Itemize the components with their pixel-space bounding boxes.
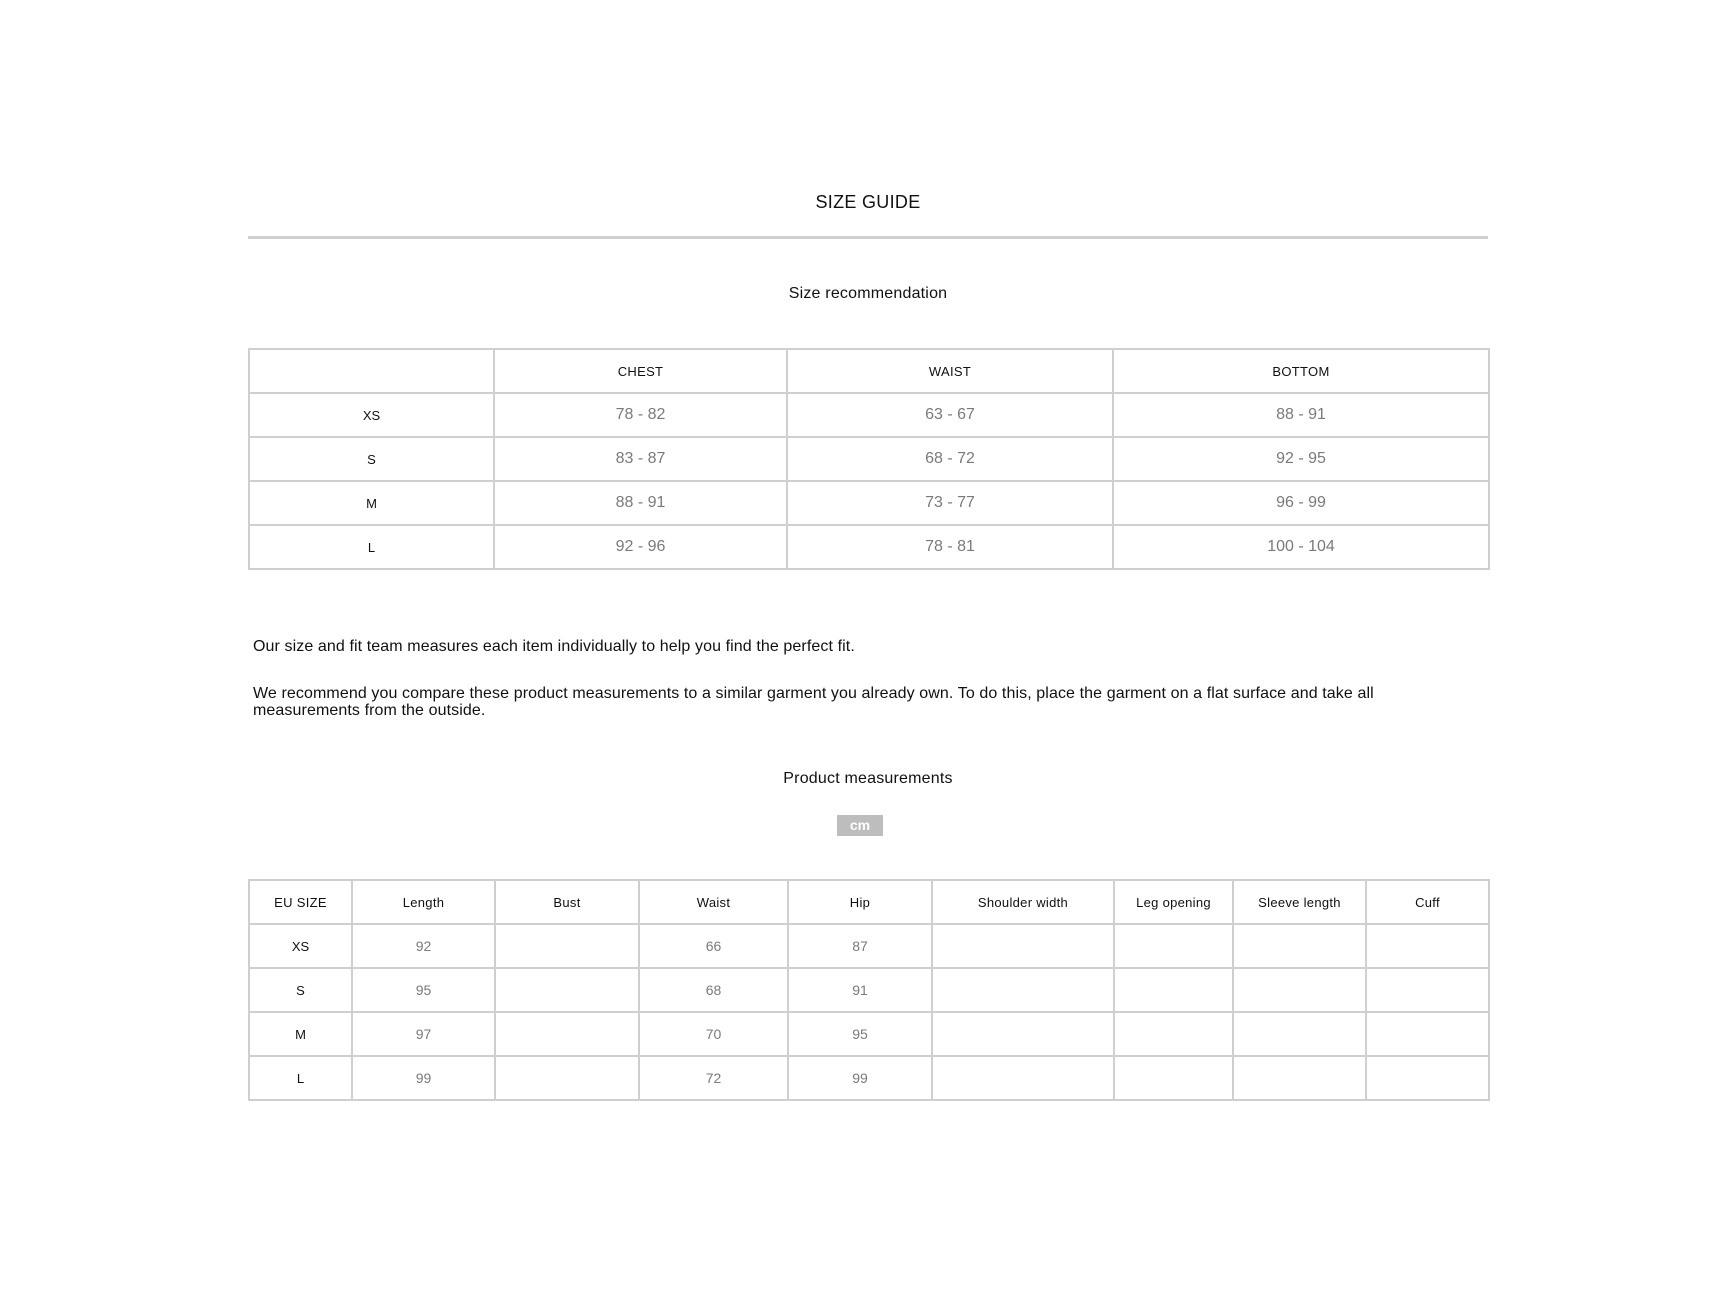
table-row [249, 924, 1489, 968]
column-header-size [249, 349, 494, 393]
column-header-length: Length [352, 880, 495, 924]
cuff-cell [1366, 1012, 1489, 1056]
length-cell: 92 [352, 924, 495, 968]
column-header-shoulder-width: Shoulder width [932, 880, 1114, 924]
column-header-waist: Waist [639, 880, 788, 924]
size-cell: M [249, 481, 494, 525]
hip-cell: 99 [788, 1056, 932, 1100]
chest-cell: 83 - 87 [494, 437, 787, 481]
unit-badge[interactable]: cm [837, 815, 883, 836]
leg-opening-cell [1114, 1012, 1233, 1056]
hip-cell: 91 [788, 968, 932, 1012]
column-header-chest: CHEST [494, 349, 787, 393]
bottom-cell: 100 - 104 [1113, 525, 1489, 569]
table-header-row [249, 349, 1489, 393]
page-title: SIZE GUIDE [815, 192, 921, 212]
waist-cell: 72 [639, 1056, 788, 1100]
waist-cell: 68 - 72 [787, 437, 1113, 481]
product-measurements-heading: Product measurements [783, 770, 953, 787]
cuff-cell [1366, 968, 1489, 1012]
hip-cell: 87 [788, 924, 932, 968]
intro-paragraph: Our size and fit team measures each item individually to help you find the perfect fit. [253, 638, 855, 655]
bust-cell [495, 924, 639, 968]
leg-opening-cell [1114, 1056, 1233, 1100]
cuff-cell [1366, 1056, 1489, 1100]
size-cell: S [249, 437, 494, 481]
column-header-cuff: Cuff [1366, 880, 1489, 924]
table-row [249, 481, 1489, 525]
bust-cell [495, 1012, 639, 1056]
column-header-hip: Hip [788, 880, 932, 924]
waist-cell: 66 [639, 924, 788, 968]
bust-cell [495, 1056, 639, 1100]
waist-cell: 73 - 77 [787, 481, 1113, 525]
product-measurements-table [248, 879, 1490, 1101]
length-cell: 95 [352, 968, 495, 1012]
chest-cell: 92 - 96 [494, 525, 787, 569]
eu-size-cell: M [249, 1012, 352, 1056]
shoulder-width-cell [932, 968, 1114, 1012]
bottom-cell: 88 - 91 [1113, 393, 1489, 437]
column-header-eu-size: EU SIZE [249, 880, 352, 924]
cuff-cell [1366, 924, 1489, 968]
eu-size-cell: S [249, 968, 352, 1012]
sleeve-length-cell [1233, 968, 1366, 1012]
length-cell: 99 [352, 1056, 495, 1100]
table-row [249, 393, 1489, 437]
table-row [249, 1012, 1489, 1056]
waist-cell: 78 - 81 [787, 525, 1113, 569]
leg-opening-cell [1114, 924, 1233, 968]
size-cell: L [249, 525, 494, 569]
size-cell: XS [249, 393, 494, 437]
title-divider [248, 236, 1488, 239]
column-header-waist: WAIST [787, 349, 1113, 393]
sleeve-length-cell [1233, 924, 1366, 968]
column-header-sleeve-length: Sleeve length [1233, 880, 1366, 924]
sleeve-length-cell [1233, 1012, 1366, 1056]
bottom-cell: 92 - 95 [1113, 437, 1489, 481]
column-header-bust: Bust [495, 880, 639, 924]
waist-cell: 63 - 67 [787, 393, 1113, 437]
waist-cell: 68 [639, 968, 788, 1012]
bust-cell [495, 968, 639, 1012]
size-recommendation-table [248, 348, 1490, 570]
leg-opening-cell [1114, 968, 1233, 1012]
sleeve-length-cell [1233, 1056, 1366, 1100]
table-row [249, 968, 1489, 1012]
instructions-paragraph: We recommend you compare these product measurements to a similar garment you already own. To do this, place the garment on a flat surface and take all measurements from the outside. [253, 685, 1374, 719]
shoulder-width-cell [932, 1056, 1114, 1100]
size-recommendation-heading: Size recommendation [788, 285, 948, 302]
column-header-bottom: BOTTOM [1113, 349, 1489, 393]
column-header-leg-opening: Leg opening [1114, 880, 1233, 924]
waist-cell: 70 [639, 1012, 788, 1056]
table-row [249, 437, 1489, 481]
eu-size-cell: L [249, 1056, 352, 1100]
table-row [249, 1056, 1489, 1100]
eu-size-cell: XS [249, 924, 352, 968]
table-header-row [249, 880, 1489, 924]
hip-cell: 95 [788, 1012, 932, 1056]
length-cell: 97 [352, 1012, 495, 1056]
shoulder-width-cell [932, 924, 1114, 968]
chest-cell: 88 - 91 [494, 481, 787, 525]
shoulder-width-cell [932, 1012, 1114, 1056]
bottom-cell: 96 - 99 [1113, 481, 1489, 525]
table-row [249, 525, 1489, 569]
chest-cell: 78 - 82 [494, 393, 787, 437]
